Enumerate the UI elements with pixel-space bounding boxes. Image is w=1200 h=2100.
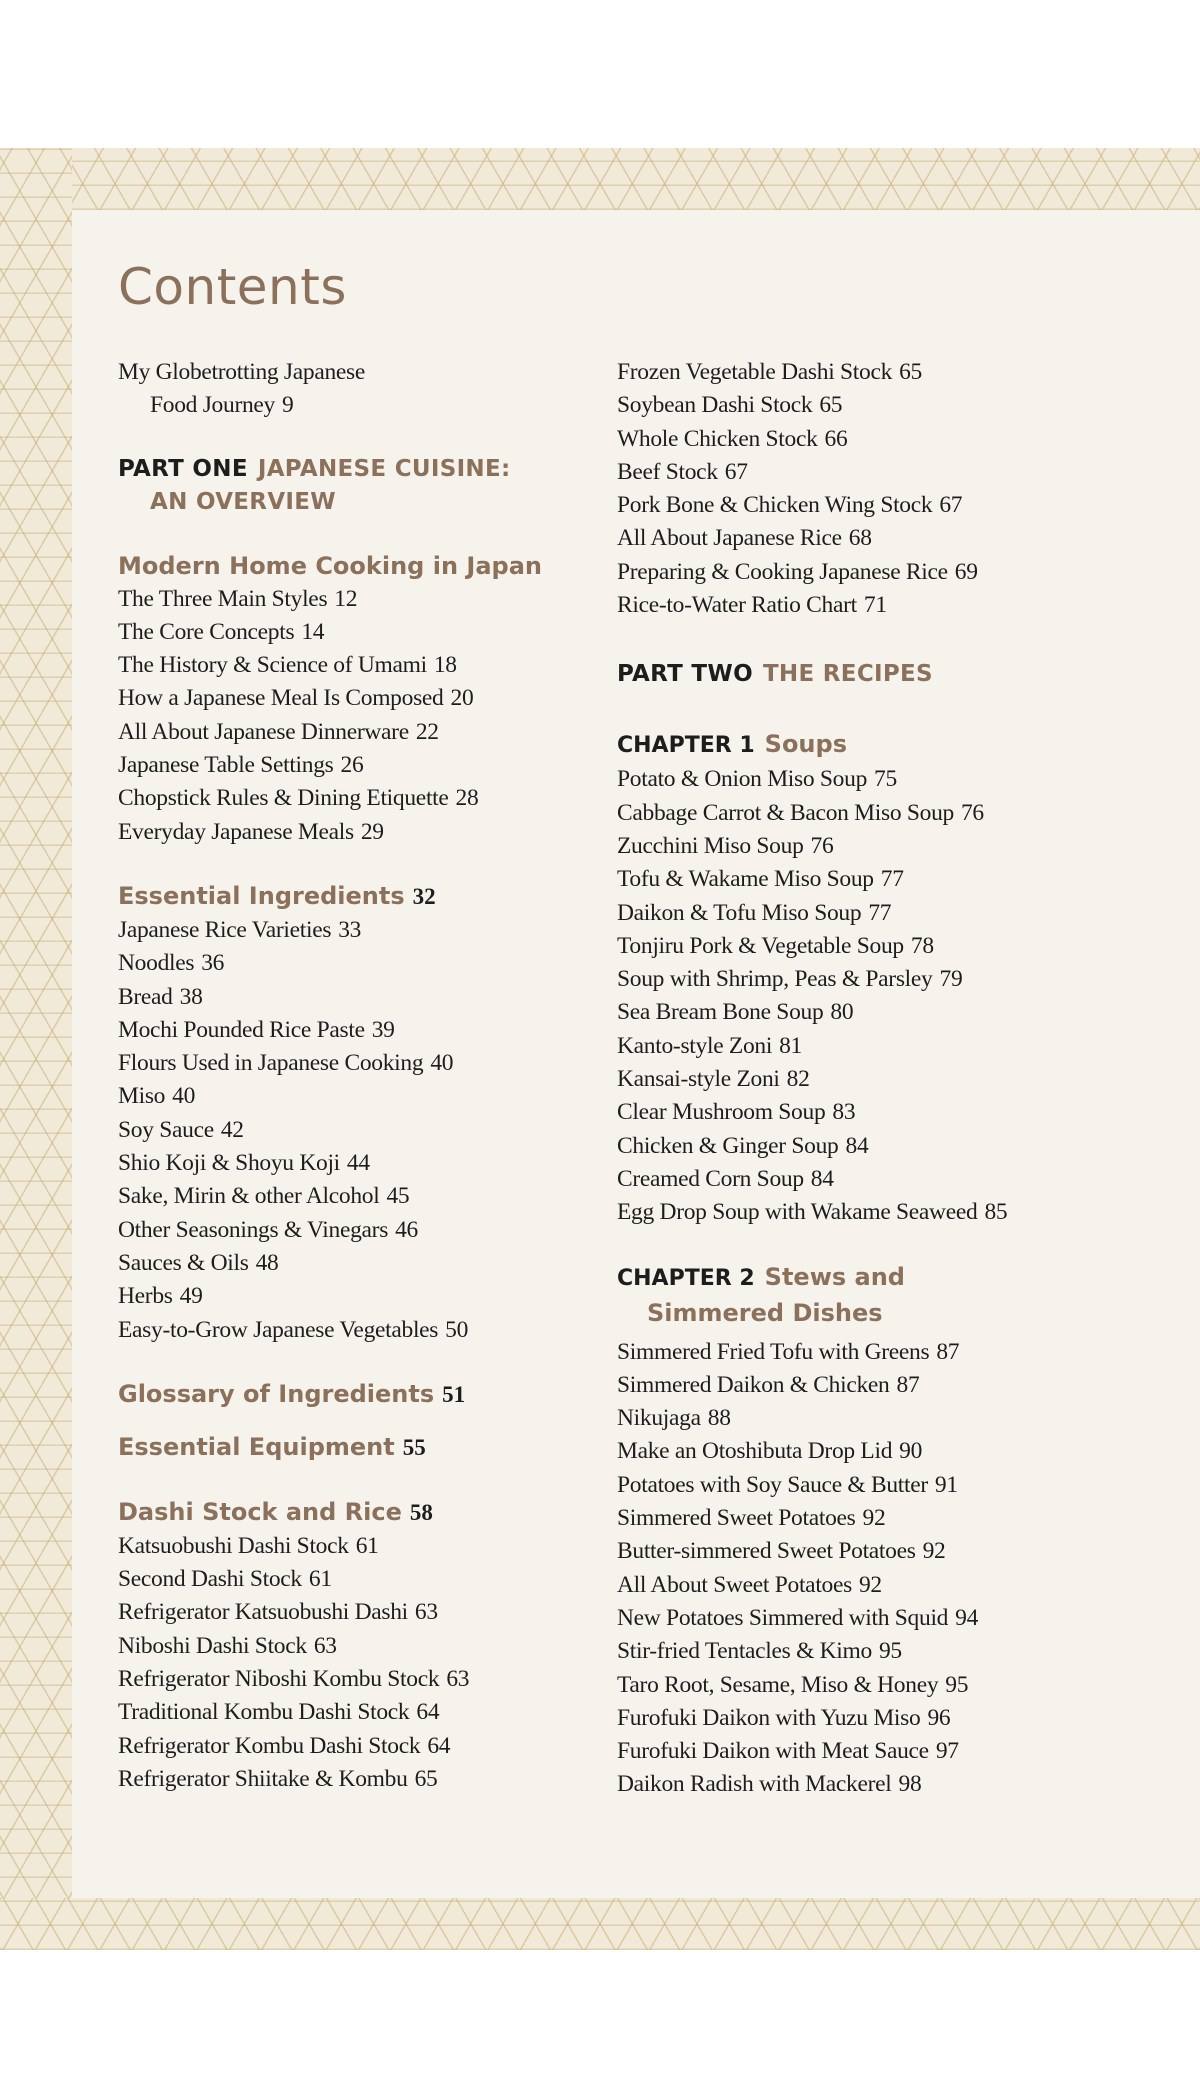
chapter-label: CHAPTER 2 xyxy=(617,1265,755,1291)
entry-page: 50 xyxy=(445,1316,469,1343)
entry-text: Furofuki Daikon with Meat Sauce xyxy=(617,1738,929,1765)
entry-text: All About Japanese Rice xyxy=(617,525,842,552)
entry-text: Flours Used in Japanese Cooking xyxy=(118,1050,424,1077)
part-two-heading xyxy=(617,658,1097,691)
entry-page: 33 xyxy=(338,916,362,943)
entry-text: Potatoes with Soy Sauce & Butter xyxy=(617,1471,928,1498)
entry-text: All About Sweet Potatoes xyxy=(617,1571,852,1598)
entry-page: 61 xyxy=(308,1566,332,1593)
entry-page: 76 xyxy=(960,799,984,826)
entry-page: 87 xyxy=(896,1371,920,1398)
entry-page: 42 xyxy=(220,1116,244,1143)
modern-list xyxy=(118,583,598,849)
part-title: JAPANESE CUISINE: xyxy=(257,455,511,482)
entry-text: The History & Science of Umami xyxy=(118,652,427,679)
toc-entry xyxy=(617,1469,1097,1502)
entry-text: Preparing & Cooking Japanese Rice xyxy=(617,558,948,585)
essential-list xyxy=(118,914,598,1347)
entry-text: Tofu & Wakame Miso Soup xyxy=(617,866,874,893)
toc-entry xyxy=(617,1669,1097,1702)
section-heading-glossary xyxy=(118,1377,598,1412)
section-page: 32 xyxy=(412,883,436,909)
toc-entry xyxy=(617,897,1097,930)
entry-page: 22 xyxy=(415,718,439,745)
section-heading-essential xyxy=(118,879,598,914)
entry-text: Nikujaga xyxy=(617,1405,701,1432)
entry-text: Refrigerator Kombu Dashi Stock xyxy=(118,1732,421,1759)
entry-text: Chopstick Rules & Dining Etiquette xyxy=(118,785,449,812)
entry-text: Soy Sauce xyxy=(118,1116,214,1143)
entry-page: 63 xyxy=(414,1599,438,1626)
section-heading-dashi xyxy=(118,1495,598,1530)
entry-page: 92 xyxy=(922,1538,946,1565)
entry-text: Everyday Japanese Meals xyxy=(118,818,354,845)
toc-column-right xyxy=(617,356,1097,1802)
entry-page: 81 xyxy=(779,1032,803,1059)
entry-text: Niboshi Dashi Stock xyxy=(118,1632,307,1659)
entry-text: Tonjiru Pork & Vegetable Soup xyxy=(617,932,904,959)
entry-text: Refrigerator Shiitake & Kombu xyxy=(118,1765,408,1792)
part-title-cont: AN OVERVIEW xyxy=(150,488,336,515)
toc-entry xyxy=(617,1402,1097,1435)
entry-page: 77 xyxy=(868,899,892,926)
toc-entry xyxy=(617,1130,1097,1163)
chapter-2-heading xyxy=(617,1260,1097,1330)
entry-text: Sea Bream Bone Soup xyxy=(617,999,824,1026)
toc-entry xyxy=(617,589,1097,622)
entry-page: 26 xyxy=(340,752,364,779)
toc-entry xyxy=(617,1602,1097,1635)
toc-entry xyxy=(118,1080,598,1113)
entry-text: New Potatoes Simmered with Squid xyxy=(617,1604,949,1631)
toc-entry xyxy=(118,682,598,715)
toc-entry xyxy=(617,1735,1097,1768)
entry-text: Miso xyxy=(118,1083,166,1110)
chapter-title-cont: Simmered Dishes xyxy=(647,1298,883,1327)
section-page: 58 xyxy=(409,1499,433,1525)
chapter-2-list xyxy=(617,1336,1097,1802)
toc-entry xyxy=(617,1196,1097,1229)
toc-entry xyxy=(617,356,1097,389)
entry-page: 40 xyxy=(172,1083,196,1110)
section-heading-modern: Modern Home Cooking in Japan xyxy=(118,551,542,580)
entry-text: Cabbage Carrot & Bacon Miso Soup xyxy=(617,799,954,826)
toc-entry xyxy=(617,996,1097,1029)
entry-text: Sauces & Oils xyxy=(118,1249,249,1276)
chapter-label: CHAPTER 1 xyxy=(617,733,755,759)
toc-entry xyxy=(118,1763,598,1796)
toc-entry xyxy=(118,1047,598,1080)
entry-page: 39 xyxy=(371,1016,395,1043)
section-title: Glossary of Ingredients xyxy=(118,1379,435,1408)
entry-text: Japanese Rice Varieties xyxy=(118,916,332,943)
toc-entry xyxy=(118,1314,598,1347)
toc-entry xyxy=(118,1280,598,1313)
entry-page: 92 xyxy=(862,1505,886,1532)
entry-text: How a Japanese Meal Is Composed xyxy=(118,685,444,712)
toc-entry xyxy=(118,749,598,782)
entry-page: 12 xyxy=(334,585,358,612)
toc-entry xyxy=(617,456,1097,489)
entry-text: Easy-to-Grow Japanese Vegetables xyxy=(118,1316,439,1343)
entry-page: 96 xyxy=(927,1704,951,1731)
entry-page: 38 xyxy=(179,983,203,1010)
entry-page: 14 xyxy=(301,618,325,645)
toc-entry xyxy=(118,947,598,980)
entry-text: Noodles xyxy=(118,950,195,977)
entry-text: Potato & Onion Miso Soup xyxy=(617,766,868,793)
entry-page: 44 xyxy=(346,1150,370,1177)
entry-page: 85 xyxy=(984,1199,1008,1226)
entry-page: 18 xyxy=(433,652,457,679)
toc-entry xyxy=(118,1114,598,1147)
entry-text: Kanto-style Zoni xyxy=(617,1032,773,1059)
decorative-border-top xyxy=(0,148,1200,210)
entry-text: Stir-fried Tentacles & Kimo xyxy=(617,1638,872,1665)
toc-entry xyxy=(617,1435,1097,1468)
entry-text: Simmered Daikon & Chicken xyxy=(617,1371,890,1398)
chapter-title: Stews and xyxy=(764,1262,905,1291)
section-title: Dashi Stock and Rice xyxy=(118,1497,402,1526)
entry-page: 28 xyxy=(455,785,479,812)
entry-page: 83 xyxy=(832,1099,856,1126)
entry-page: 46 xyxy=(395,1216,418,1243)
entry-page: 66 xyxy=(824,425,848,452)
section-title: Essential Ingredients xyxy=(118,881,405,910)
entry-page: 29 xyxy=(360,818,384,845)
toc-entry xyxy=(617,1369,1097,1402)
toc-entry xyxy=(617,797,1097,830)
entry-page: 95 xyxy=(945,1671,969,1698)
toc-entry xyxy=(617,930,1097,963)
entry-text: Mochi Pounded Rice Paste xyxy=(118,1016,365,1043)
toc-entry xyxy=(118,816,598,849)
entry-page: 67 xyxy=(724,458,748,485)
toc-entry xyxy=(118,1247,598,1280)
toc-entry xyxy=(617,1502,1097,1535)
entry-page: 48 xyxy=(255,1249,279,1276)
toc-entry xyxy=(118,1530,598,1563)
entry-page: 63 xyxy=(313,1632,337,1659)
entry-page: 71 xyxy=(863,592,887,619)
entry-page: 40 xyxy=(430,1050,454,1077)
entry-page: 95 xyxy=(878,1638,902,1665)
toc-entry xyxy=(617,389,1097,422)
entry-page: 76 xyxy=(810,832,834,859)
toc-entry xyxy=(617,1702,1097,1735)
entry-text: Traditional Kombu Dashi Stock xyxy=(118,1699,410,1726)
toc-entry xyxy=(118,1630,598,1663)
entry-text: Egg Drop Soup with Wakame Seaweed xyxy=(617,1199,978,1226)
entry-text: Creamed Corn Soup xyxy=(617,1165,804,1192)
page-title: Contents xyxy=(118,258,347,316)
entry-text: Butter-simmered Sweet Potatoes xyxy=(617,1538,916,1565)
dashi-list xyxy=(118,1530,598,1796)
toc-entry xyxy=(617,1768,1097,1801)
entry-text: Kansai-style Zoni xyxy=(617,1066,780,1093)
entry-text: Refrigerator Katsuobushi Dashi xyxy=(118,1599,408,1626)
toc-entry xyxy=(118,716,598,749)
toc-entry xyxy=(617,963,1097,996)
part-title: THE RECIPES xyxy=(762,661,933,688)
entry-text: The Three Main Styles xyxy=(118,585,328,612)
entry-text: Chicken & Ginger Soup xyxy=(617,1132,839,1159)
entry-page: 69 xyxy=(954,558,978,585)
entry-text: Other Seasonings & Vinegars xyxy=(118,1216,389,1243)
entry-page: 91 xyxy=(934,1471,958,1498)
toc-entry xyxy=(118,616,598,649)
section-title: Essential Equipment xyxy=(118,1432,395,1461)
entry-page: 84 xyxy=(810,1165,834,1192)
entry-page: 36 xyxy=(201,950,225,977)
entry-text: The Core Concepts xyxy=(118,618,295,645)
entry-page: 92 xyxy=(858,1571,882,1598)
entry-page: 20 xyxy=(450,685,474,712)
toc-entry xyxy=(118,1214,598,1247)
entry-text: Furofuki Daikon with Yuzu Miso xyxy=(617,1704,921,1731)
entry-text: Soup with Shrimp, Peas & Parsley xyxy=(617,966,933,993)
entry-text: Simmered Fried Tofu with Greens xyxy=(617,1338,930,1365)
entry-page: 79 xyxy=(939,966,963,993)
entry-text: Refrigerator Niboshi Kombu Stock xyxy=(118,1666,440,1693)
entry-text: Shio Koji & Shoyu Koji xyxy=(118,1150,340,1177)
entry-page: 68 xyxy=(848,525,872,552)
decorative-border-left xyxy=(0,148,72,1950)
entry-text: Simmered Sweet Potatoes xyxy=(617,1505,856,1532)
entry-text: Zucchini Miso Soup xyxy=(617,832,804,859)
toc-entry xyxy=(617,1635,1097,1668)
entry-page: 67 xyxy=(939,492,963,519)
entry-page: 64 xyxy=(416,1699,440,1726)
entry-page: 49 xyxy=(179,1283,203,1310)
toc-entry xyxy=(617,830,1097,863)
entry-page: 94 xyxy=(955,1604,979,1631)
section-page: 55 xyxy=(402,1434,426,1460)
toc-entry xyxy=(617,423,1097,456)
toc-entry xyxy=(118,1180,598,1213)
toc-entry xyxy=(118,1730,598,1763)
entry-text: Herbs xyxy=(118,1283,173,1310)
entry-text: Daikon & Tofu Miso Soup xyxy=(617,899,862,926)
decorative-border-bottom xyxy=(0,1898,1200,1950)
entry-page: 84 xyxy=(845,1132,869,1159)
toc-entry xyxy=(617,863,1097,896)
entry-page: 78 xyxy=(910,932,934,959)
toc-entry xyxy=(617,522,1097,555)
entry-page: 65 xyxy=(899,359,922,385)
entry-text: Daikon Radish with Mackerel xyxy=(617,1771,892,1798)
part-label: PART ONE xyxy=(118,455,248,482)
entry-page: 65 xyxy=(414,1765,438,1792)
toc-entry xyxy=(118,914,598,947)
toc-entry xyxy=(617,556,1097,589)
entry-text: Rice-to-Water Ratio Chart xyxy=(617,592,857,619)
entry-page: 82 xyxy=(786,1066,810,1093)
entry-page: 80 xyxy=(830,999,854,1026)
entry-text: Beef Stock xyxy=(617,458,718,485)
toc-entry xyxy=(118,1596,598,1629)
entry-page: 61 xyxy=(355,1532,379,1559)
entry-text: Clear Mushroom Soup xyxy=(617,1099,826,1126)
entry-page: 88 xyxy=(707,1405,731,1432)
entry-text: Taro Root, Sesame, Miso & Honey xyxy=(617,1671,939,1698)
toc-entry xyxy=(617,1030,1097,1063)
entry-page: 90 xyxy=(899,1438,923,1465)
entry-text: Whole Chicken Stock xyxy=(617,425,818,452)
toc-entry xyxy=(118,1014,598,1047)
entry-page: 98 xyxy=(898,1771,922,1798)
entry-page: 9 xyxy=(282,392,294,419)
toc-entry xyxy=(118,1147,598,1180)
entry-page: 45 xyxy=(386,1183,410,1210)
entry-page: 97 xyxy=(935,1738,959,1765)
part-label: PART TWO xyxy=(617,661,753,688)
entry-page: 75 xyxy=(874,766,897,793)
entry-text: Bread xyxy=(118,983,173,1010)
entry-page: 65 xyxy=(819,392,843,419)
chapter-1-heading xyxy=(617,727,1097,763)
section-heading-equipment xyxy=(118,1430,598,1465)
entry-text: Second Dashi Stock xyxy=(118,1566,302,1593)
entry-text: Make an Otoshibuta Drop Lid xyxy=(617,1438,893,1465)
toc-column-left xyxy=(118,356,598,1796)
entry-page: 64 xyxy=(427,1732,451,1759)
toc-entry xyxy=(118,981,598,1014)
toc-entry xyxy=(118,649,598,682)
entry-page: 87 xyxy=(936,1338,960,1365)
entry-text: Food Journey xyxy=(150,392,275,419)
toc-entry xyxy=(118,1663,598,1696)
toc-entry xyxy=(617,1096,1097,1129)
entry-page: 63 xyxy=(446,1666,470,1693)
toc-entry-intro xyxy=(118,356,598,423)
entry-text: Japanese Table Settings xyxy=(118,752,334,779)
toc-entry xyxy=(617,489,1097,522)
toc-entry xyxy=(617,763,1097,796)
toc-entry xyxy=(118,1696,598,1729)
toc-entry xyxy=(118,782,598,815)
entry-text: My Globetrotting Japanese xyxy=(118,359,366,385)
section-page: 51 xyxy=(442,1381,466,1407)
entry-text: Pork Bone & Chicken Wing Stock xyxy=(617,492,933,519)
toc-entry xyxy=(617,1336,1097,1369)
toc-entry xyxy=(617,1569,1097,1602)
toc-entry xyxy=(617,1163,1097,1196)
dashi-list-continued xyxy=(617,356,1097,622)
entry-text: Soybean Dashi Stock xyxy=(617,392,813,419)
entry-text: Frozen Vegetable Dashi Stock xyxy=(617,359,893,385)
toc-entry xyxy=(118,1563,598,1596)
part-one-heading xyxy=(118,453,598,519)
entry-page: 77 xyxy=(880,866,904,893)
chapter-1-list xyxy=(617,763,1097,1229)
entry-text: All About Japanese Dinnerware xyxy=(118,718,409,745)
toc-entry xyxy=(118,583,598,616)
toc-entry xyxy=(617,1063,1097,1096)
chapter-title: Soups xyxy=(764,730,847,759)
toc-entry xyxy=(617,1535,1097,1568)
entry-text: Sake, Mirin & other Alcohol xyxy=(118,1183,380,1210)
entry-text: Katsuobushi Dashi Stock xyxy=(118,1532,349,1559)
